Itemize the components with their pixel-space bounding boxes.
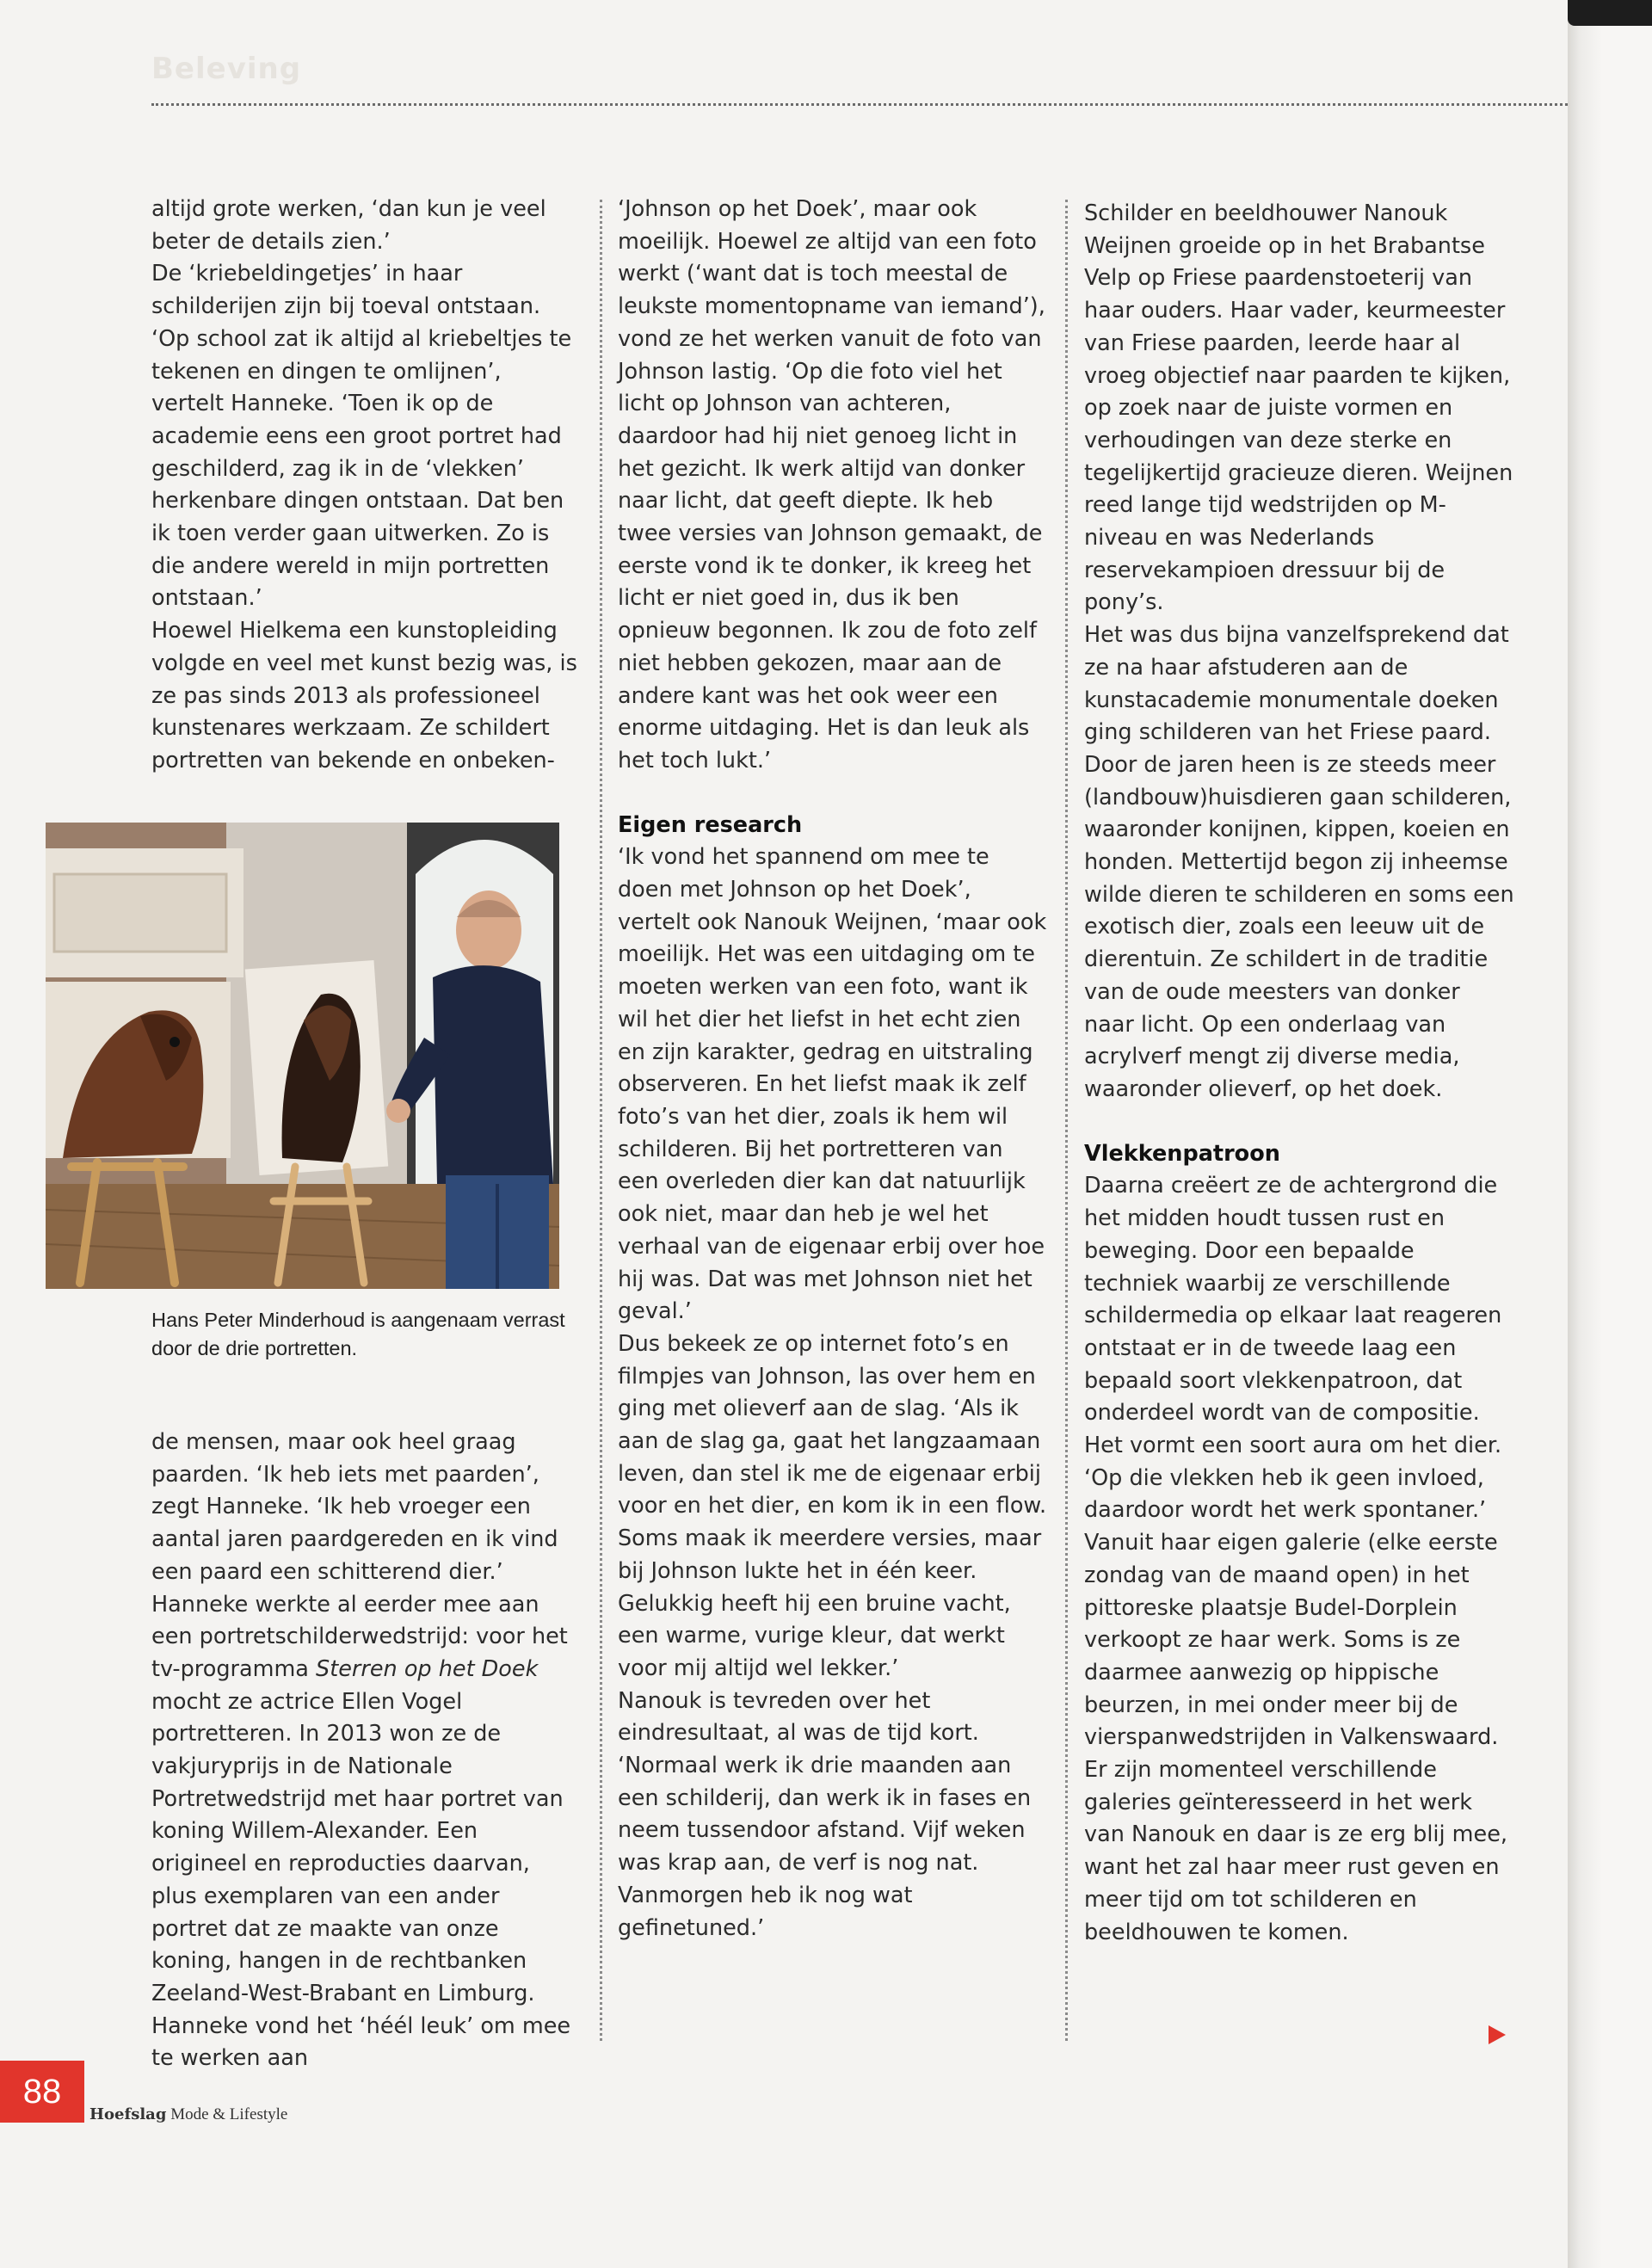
column-1-top <box>151 194 580 778</box>
paragraph: De ‘kriebeldingetjes’ in haar schilderijen zijn bij toeval ontstaan. <box>151 261 541 320</box>
paragraph <box>151 1589 580 2076</box>
paragraph: de mensen, maar ook heel graag paarden. ‘Ik heb iets met paarden’, zegt Hanneke. ‘Ik heb vroeger een aantal jaren paardgereden en ik vind een paard een schitterend dier.’ <box>151 1429 558 1585</box>
column-divider-1 <box>600 200 602 2041</box>
paragraph: Schilder en beeldhouwer Nanouk Weijnen groeide op in het Brabantse Velp op Friese paardenstoeterij van haar ouders. Haar vader, keurmeester van Friese paarden, leerde haar al vroeg objectief naar paarden te kijken, op zoek naar de juiste vormen en verhoudingen van deze sterke en tegelijkertijd gracieuze dieren. Weijnen reed lange tijd wedstrijden op M-niveau en was Nederlands reservekampioen dressuur bij de pony’s. <box>1084 200 1513 616</box>
column-divider-2 <box>1065 200 1068 2041</box>
footer-brand <box>89 2105 287 2124</box>
page-edge-shadow <box>1568 0 1652 26</box>
section-label: Beleving <box>151 52 302 86</box>
continue-arrow-icon <box>1489 2025 1506 2044</box>
paragraph: ‘Normaal werk ik drie maanden aan een schilderij, dan werk ik in fases en neem tussendoor afstand. Vijf weken was krap aan, de verf is nog nat. Vanmorgen heb ik nog wat gefinetuned.’ <box>618 1753 1032 1941</box>
text-run: mocht ze actrice Ellen Vogel portretteren. In 2013 won ze de vakjuryprijs in de Nationale Portretwedstrijd met haar portret van koning Willem-Alexander. Een origineel en reproducties daarvan, plus exemplaren van een ander portret dat ze maakte van onze koning, hangen in de rechtbanken Zeeland-West-Brabant en Limburg. Hanneke vond het ‘héél leuk’ om mee te werken aan <box>151 1688 571 2072</box>
paragraph: altijd grote werken, ‘dan kun je veel beter de details zien.’ <box>151 196 546 255</box>
top-dotted-rule <box>151 103 1568 106</box>
column-1-bottom <box>151 1427 580 2075</box>
paragraph: Hoewel Hielkema een kunstopleiding volgde en veel met kunst bezig was, is ze pas sinds 2013 als professioneel kunstenares werkzaam. Ze schildert portretten van bekende en onbeken- <box>151 618 577 773</box>
column-3 <box>1084 198 1514 1949</box>
programme-title: Sterren op het Doek <box>316 1655 539 1682</box>
paragraph: Dus bekeek ze op internet foto’s en filmpjes van Johnson, las over hem en ging met olieverf aan de slag. ‘Als ik aan de slag ga, gaat het langzaamaan leven, dan stel ik me de eigenaar erbij voor en het dier, en kom ik in een flow. Soms maak ik meerdere versies, maar bij Johnson lukte het in één keer. Gelukkig heeft hij een bruine vacht, een warme, vurige kleur, dat werkt voor mij altijd wel lekker.’ <box>618 1330 1047 1681</box>
magazine-subtitle: Mode & Lifestyle <box>170 2105 288 2123</box>
subheading-vlekkenpatroon: Vlekkenpatroon <box>1084 1140 1280 1167</box>
page-edge <box>1568 0 1652 2268</box>
page-number: 88 <box>0 2061 84 2123</box>
text-run: Hanneke werkte al eerder mee aan een portretschilderwedstrijd: voor het tv-programma <box>151 1591 568 1682</box>
paragraph: Nanouk is tevreden over het eindresultaat, al was de tijd kort. <box>618 1687 979 1747</box>
paragraph: ‘Ik vond het spannend om mee te doen met Johnson op het Doek’, vertelt ook Nanouk Weijnen, ‘maar ook moeilijk. Het was een uitdaging om te moeten werken van een foto, want ik wil het dier het liefst in het echt zien en zijn karakter, gedrag en uitstraling observeren. En het liefst maak ik zelf foto’s van het dier, zoals ik hem wil schilderen. Bij het portretteren van een overleden dier kan dat natuurlijk ook niet, maar dan heb je wel het verhaal van de eigenaar erbij over hoe hij was. Dat was met Johnson niet het geval.’ <box>618 844 1047 1325</box>
paragraph: Vanuit haar eigen galerie (elke eerste zondag van de maand open) in het pittoreske plaatsje Budel-Dorplein verkoopt ze haar werk. Soms is ze daarmee aanwezig op hippische beurzen, in mei onder meer bij de vierspanwedstrijden in Valkenswaard. Er zijn momenteel verschillende galeries geïnteresseerd in het werk van Nanouk en daar is ze erg blij mee, want het zal haar meer rust geven en meer tijd om tot schilderen en beeldhouwen te komen. <box>1084 1530 1508 1945</box>
paragraph: ‘Op school zat ik altijd al kriebeltjes te tekenen en dingen te omlijnen’, vertelt Hanneke. ‘Toen ik op de academie eens een groot portret had geschilderd, zag ik in de ‘vlekken’ herkenbare dingen ontstaan. Dat ben ik toen verder gaan uitwerken. Zo is die andere wereld in mijn portretten ontstaan.’ <box>151 325 572 612</box>
magazine-name: Hoefslag <box>89 2105 167 2123</box>
paragraph: Het was dus bijna vanzelfsprekend dat ze na haar afstuderen aan de kunstacademie monumentale doeken ging schilderen van het Friese paard. Door de jaren heen is ze steeds meer (landbouw)huisdieren gaan schilderen, waaronder konijnen, kippen, koeien en honden. Mettertijd begon zij inheemse wilde dieren te schilderen en soms een exotisch dier, zoals een leeuw uit de dierentuin. Ze schildert in de traditie van de oude meesters van donker naar licht. Op een onderlaag van acrylverf mengt zij diverse media, waaronder olieverf, op het doek. <box>1084 622 1514 1102</box>
paragraph: ‘Johnson op het Doek’, maar ook moeilijk. Hoewel ze altijd van een foto werkt (‘want dat is toch meestal de leukste momentopname van iemand’), vond ze het werken vanuit de foto van Johnson lastig. ‘Op die foto viel het licht op Johnson van achteren, daardoor had hij niet genoeg licht in het gezicht. Ik werk altijd van donker naar licht, dat geeft diepte. Ik heb twee versies van Johnson gemaakt, de eerste vond ik te donker, ik kreeg het licht er niet goed in, dus ik ben opnieuw begonnen. Ik zou de foto zelf niet hebben gekozen, maar aan de andere kant was het ook weer een enorme uitdaging. Het is dan leuk als het toch lukt.’ <box>618 196 1045 773</box>
column-2 <box>618 194 1048 1944</box>
paragraph: Daarna creëert ze de achtergrond die het midden houdt tussen rust en beweging. Door een bepaalde techniek waarbij ze verschillende schildermedia op elkaar laat reageren ontstaat er in de tweede laag een bepaald soort vlekkenpatroon, dat onderdeel wordt van de compositie. Het vormt een soort aura om het dier. ‘Op die vlekken heb ik geen invloed, daardoor wordt het werk spontaner.’ <box>1084 1173 1502 1524</box>
photo-caption: Hans Peter Minderhoud is aangenaam verrast door de drie portretten. <box>151 1309 565 1359</box>
subheading-eigen-research: Eigen research <box>618 811 803 838</box>
article-photo <box>46 823 559 1289</box>
photo-illustration <box>46 823 559 1289</box>
